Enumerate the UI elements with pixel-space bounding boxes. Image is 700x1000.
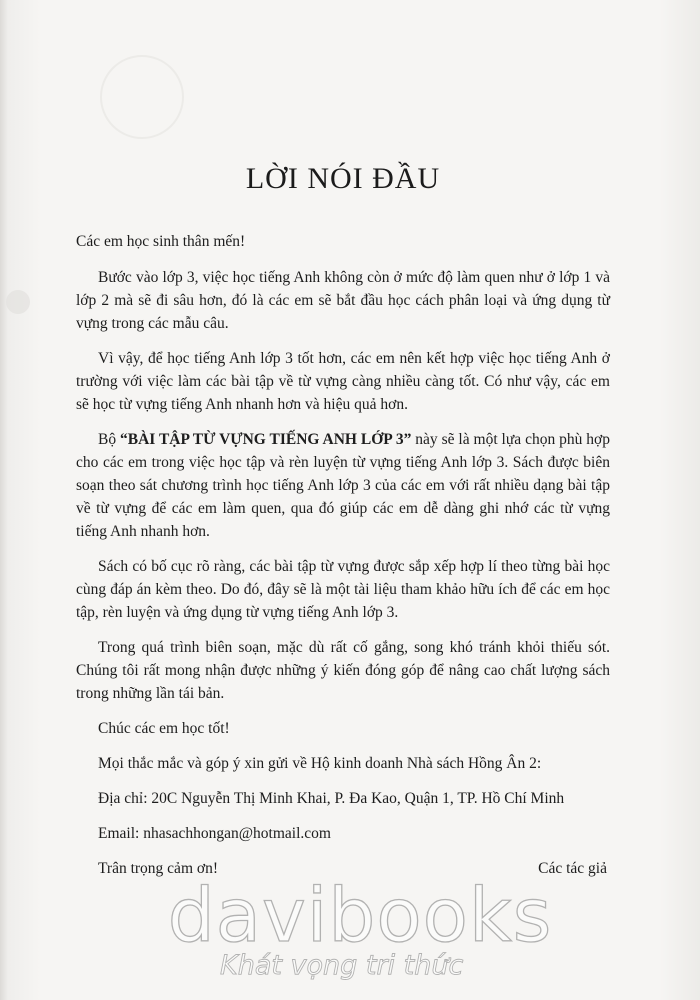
book-para-prefix: Bộ: [98, 431, 121, 448]
book-para-suffix: này sẽ là một lựa chọn phù hợp cho các em trong việc học tập và rèn luyện từ vựng tiếng Anh lớp 3. Sách được biên soạn theo sát chương trình học tiếng Anh lớp 3 của các em với rất nhiều dạng bài tập về từ vựng để các em làm quen, qua đó giúp các em dễ dàng ghi nhớ các từ vựng tiếng Anh nhanh hơn.: [76, 431, 610, 540]
watermark-brand: davibooks: [167, 873, 553, 959]
watermark: [150, 873, 570, 981]
greeting: Các em học sinh thân mến!: [76, 233, 246, 250]
paragraph-1: Bước vào lớp 3, việc học tiếng Anh không còn ở mức độ làm quen như ở lớp 1 và lớp 2 mà sẽ đi sâu hơn, đó là các em sẽ bắt đầu học cách phân loại và ứng dụng từ vựng trong các mẫu câu.: [76, 269, 610, 332]
closing-wish: Chúc các em học tốt!: [98, 720, 230, 737]
document-body: [76, 162, 610, 892]
thanks-line: Trân trọng cảm ơn!: [98, 860, 218, 877]
paragraph-5: Trong quá trình biên soạn, mặc dù rất cố gắng, song khó tránh khỏi thiếu sót. Chúng tôi rất mong nhận được những ý kiến đóng góp để nâng cao chất lượng sách trong những lần tái bản.: [76, 639, 610, 702]
paragraph-2: Vì vậy, để học tiếng Anh lớp 3 tốt hơn, các em nên kết hợp việc học tiếng Anh ở trường với việc làm các bài tập về từ vựng càng nhiều càng tốt. Có như vậy, các em sẽ học từ vựng tiếng Anh nhanh hơn và hiệu quả hơn.: [76, 350, 610, 413]
paragraph-4: Sách có bố cục rõ ràng, các bài tập từ vựng được sắp xếp hợp lí theo từng bài học cùng đáp án kèm theo. Do đó, đây sẽ là một tài liệu tham khảo hữu ích để các em học tập, rèn luyện và ứng dụng từ vựng tiếng Anh lớp 3.: [76, 558, 610, 621]
book-title: “BÀI TẬP TỪ VỰNG TIẾNG ANH LỚP 3”: [120, 431, 412, 448]
page-title: LỜI NÓI ĐẦU: [245, 162, 441, 195]
faint-print-mark: [100, 55, 184, 139]
contact-address: Địa chỉ: 20C Nguyễn Thị Minh Khai, P. Đa Kao, Quận 1, TP. Hồ Chí Minh: [98, 790, 565, 807]
signature: Các tác giả: [538, 860, 607, 877]
contact-intro: Mọi thắc mắc và góp ý xin gửi về Hộ kinh doanh Nhà sách Hồng Ân 2:: [98, 755, 542, 772]
contact-email: Email: nhasachhongan@hotmail.com: [98, 825, 331, 842]
watermark-slogan: Khát vọng tri thức: [220, 950, 464, 981]
paragraph-book: [76, 428, 610, 543]
faint-print-mark-left: [6, 290, 30, 314]
